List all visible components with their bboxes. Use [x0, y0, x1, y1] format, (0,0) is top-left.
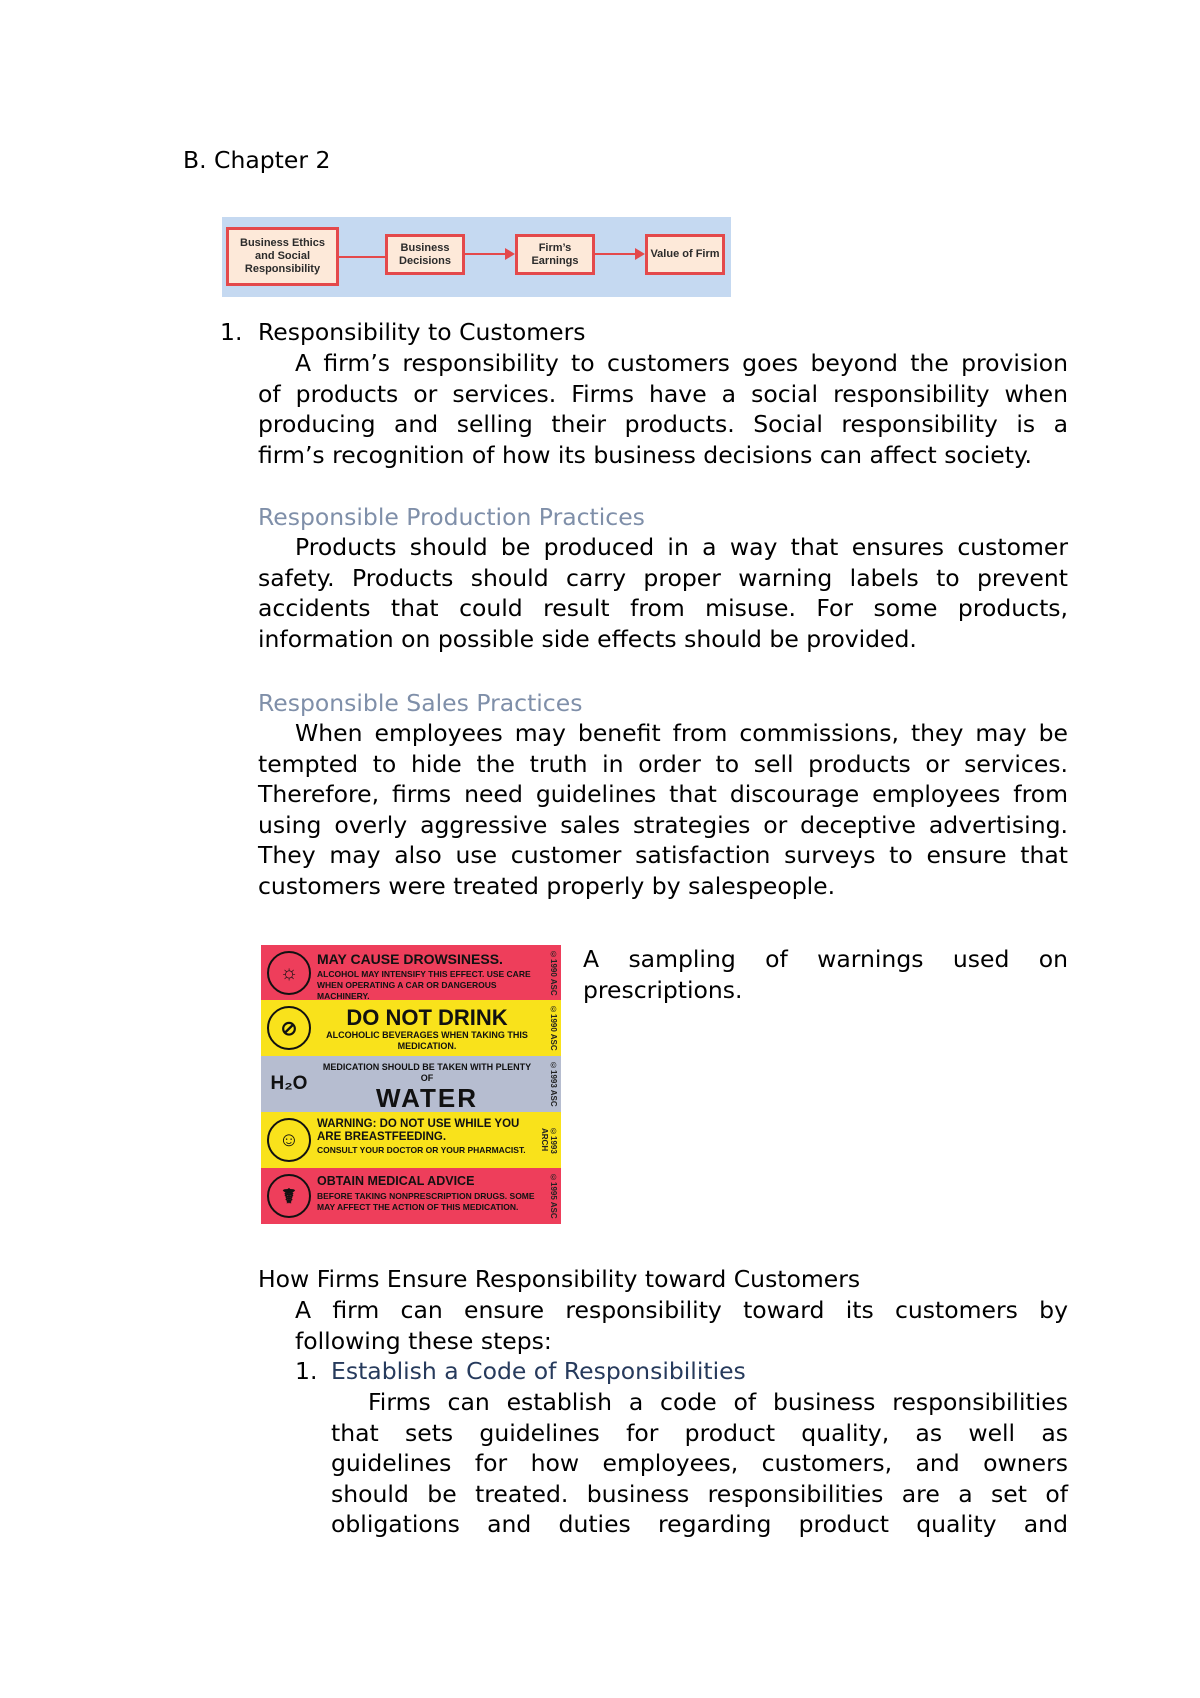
paragraph-line: obligations and duties regarding product quality and	[331, 1510, 1068, 1539]
warning-body: BEFORE TAKING NONPRESCRIPTION DRUGS. SOME MAY AFFECT THE ACTION OF THIS MEDICATION.	[317, 1191, 535, 1212]
paragraph-line: should be treated. business responsibilities are a set of	[331, 1479, 1068, 1508]
paragraph-line: Products should be produced in a way that ensures customer	[295, 533, 1068, 561]
paragraph-line: that sets guidelines for product quality, as well as	[331, 1418, 1068, 1447]
warning-code: ©1993 ARCH	[540, 1126, 558, 1154]
breastfeeding-icon: ☺	[267, 1118, 311, 1162]
section-title: Responsibility to Customers	[258, 318, 586, 346]
paragraph-line: accidents that could result from misuse. For some products,	[258, 594, 1068, 623]
production-subheading: Responsible Production Practices	[258, 503, 645, 531]
warning-labels-image	[261, 945, 561, 1224]
paragraph-line: When employees may benefit from commissions, they may be	[295, 719, 1068, 747]
no-drinking-icon: ⊘	[267, 1006, 311, 1050]
business-flow-diagram	[222, 217, 731, 297]
warning-label-water	[261, 1056, 561, 1112]
step-number: 1.	[295, 1357, 318, 1385]
warning-label-drowsiness	[261, 945, 561, 1000]
flow-box-earnings: Firm’s Earnings	[515, 234, 595, 275]
warning-body: CONSULT YOUR DOCTOR OR YOUR PHARMACIST.	[317, 1145, 526, 1155]
paragraph-line: Firms can establish a code of business responsibilities	[368, 1388, 1068, 1416]
warning-title: WARNING: DO NOT USE WHILE YOU ARE BREASTFEEDING.	[317, 1118, 520, 1143]
paragraph-line: of products or services. Firms have a social responsibility when	[258, 379, 1068, 408]
warning-body: ALCOHOLIC BEVERAGES WHEN TAKING THIS MEDICATION.	[326, 1030, 528, 1051]
warning-code: ©1993 ASC	[549, 1061, 558, 1107]
sales-paragraph	[258, 718, 1068, 902]
paragraph-line: producing and selling their products. Social responsibility is a	[258, 410, 1068, 439]
section-paragraph	[258, 348, 1068, 470]
paragraph-line: information on possible side effects should be provided.	[258, 624, 917, 653]
warning-body: ALCOHOL MAY INTENSIFY THIS EFFECT. USE CARE WHEN OPERATING A CAR OR DANGEROUS MACHINERY.	[317, 969, 531, 1000]
warning-title: WATER	[376, 1083, 478, 1112]
warning-code: ©1990 ASC	[549, 949, 558, 996]
water-icon: H₂O	[270, 1073, 308, 1094]
paragraph-line: A firm’s responsibility to customers goes beyond the provision	[295, 349, 1068, 377]
warning-title: OBTAIN MEDICAL ADVICE	[317, 1174, 475, 1188]
sales-subheading: Responsible Sales Practices	[258, 689, 583, 717]
paragraph-line: tempted to hide the truth in order to sell products or services.	[258, 749, 1068, 778]
flow-box-value: Value of Firm	[645, 234, 725, 275]
production-paragraph	[258, 532, 1068, 654]
paragraph-line: guidelines for how employees, customers, and owners	[331, 1449, 1068, 1478]
paragraph-line: safety. Products should carry proper warning labels to prevent	[258, 563, 1068, 592]
chapter-heading: B. Chapter 2	[183, 146, 331, 174]
warning-body: MEDICATION SHOULD BE TAKEN WITH PLENTY OF	[322, 1062, 532, 1083]
caption-line: A sampling of warnings used on	[583, 945, 1068, 973]
sleeping-face-icon: ☼	[267, 951, 311, 995]
paragraph-line: customers were treated properly by salespeople.	[258, 871, 836, 900]
step-title: Establish a Code of Responsibilities	[331, 1357, 746, 1385]
ensure-intro	[295, 1295, 1068, 1356]
warning-code: ©1995 ASC	[549, 1173, 558, 1219]
doctor-icon: ☤	[267, 1174, 311, 1218]
paragraph-line: firm’s recognition of how its business decisions can affect society.	[258, 440, 1032, 469]
warning-title: DO NOT DRINK	[346, 1005, 508, 1030]
step-paragraph	[331, 1387, 1068, 1540]
warning-label-medical-advice	[261, 1168, 561, 1224]
warnings-caption	[583, 944, 1068, 1005]
section-number: 1.	[220, 318, 243, 346]
paragraph-line: They may also use customer satisfaction surveys to ensure that	[258, 841, 1068, 870]
paragraph-line: using overly aggressive sales strategies or deceptive advertising.	[258, 810, 1068, 839]
intro-line: A firm can ensure responsibility toward its customers by	[295, 1296, 1068, 1324]
warning-label-breastfeeding	[261, 1112, 561, 1168]
flow-box-ethics: Business Ethics and Social Responsibility	[226, 227, 339, 286]
caption-line: prescriptions.	[583, 975, 743, 1004]
warning-title: MAY CAUSE DROWSINESS.	[317, 951, 503, 967]
intro-line: following these steps:	[295, 1326, 552, 1355]
paragraph-line: Therefore, firms need guidelines that discourage employees from	[258, 780, 1068, 809]
ensure-heading: How Firms Ensure Responsibility toward Customers	[258, 1265, 861, 1293]
warning-label-do-not-drink	[261, 1000, 561, 1056]
warning-code: ©1990 ASC	[549, 1005, 558, 1051]
flow-box-decisions: Business Decisions	[385, 234, 465, 275]
